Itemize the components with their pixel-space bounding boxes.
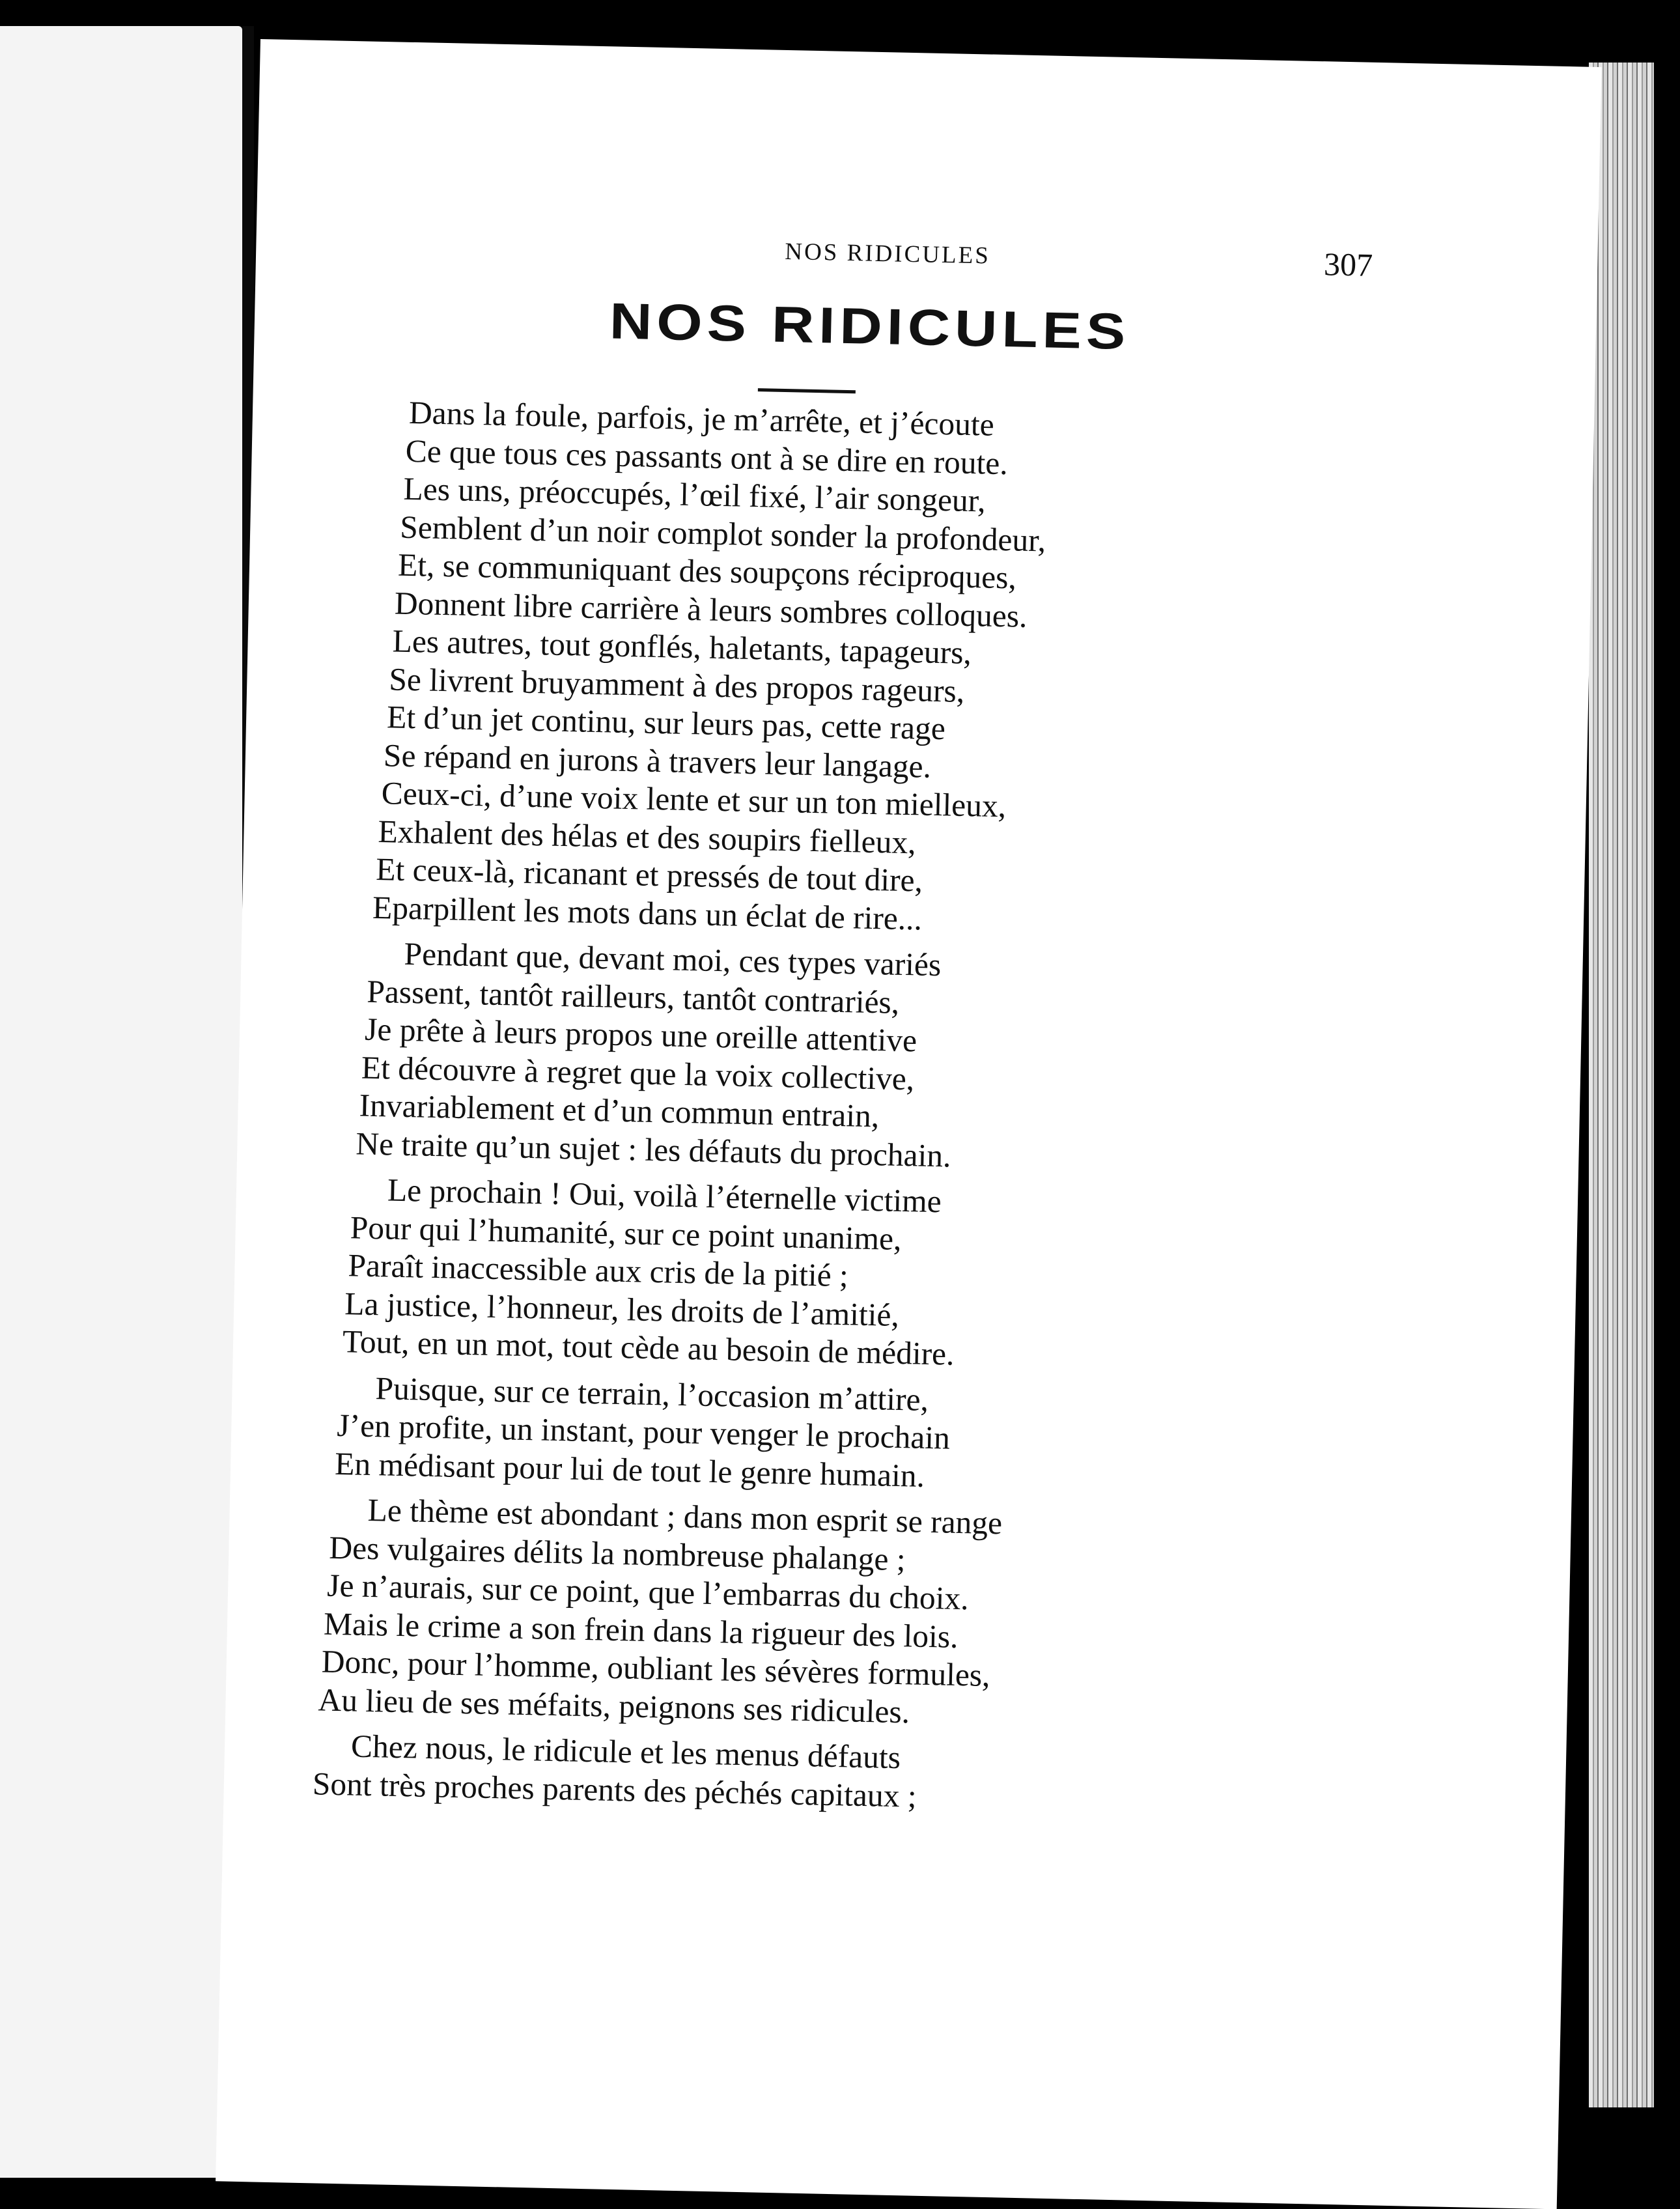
poem-line: Pour qui l’humanité, sur ce point unanime, — [350, 1209, 903, 1257]
poem-line: Se répand en jurons à travers leur langage. — [383, 737, 932, 785]
poem-line: Dans la foule, parfois, je m’arrête, et j’écoute — [408, 394, 995, 443]
page-number: 307 — [1323, 246, 1373, 283]
poem-line: Des vulgaires délits la nombreuse phalange ; — [328, 1529, 906, 1577]
stanza — [372, 393, 1366, 947]
poem-line: Les autres, tout gonflés, haletants, tapageurs, — [392, 623, 972, 671]
poem-line: Pendant que, devant moi, ces types variés — [404, 935, 942, 983]
poem-line: Ce que tous ces passants ont à se dire en route. — [405, 432, 1009, 481]
poem-body — [312, 393, 1366, 1832]
poem-title: NOS RIDICULES — [609, 292, 1131, 361]
stanza — [355, 935, 1355, 1183]
poem-line: Passent, tantôt railleurs, tantôt contrariés, — [366, 973, 900, 1020]
poem-line: Je prête à leurs propos une oreille attentive — [364, 1011, 917, 1059]
poem-line: Au lieu de ses méfaits, peignons ses ridicules. — [318, 1681, 910, 1730]
running-head: NOS RIDICULES — [784, 238, 991, 270]
poem-line: Semblent d’un noir complot sonder la profondeur, — [399, 509, 1046, 558]
poem-line: Donc, pour l’homme, oubliant les sévères formules, — [321, 1643, 991, 1694]
poem-line: Chez nous, le ridicule et les menus défauts — [350, 1728, 901, 1776]
facing-page — [0, 26, 242, 2178]
poem-line: Le thème est abondant ; dans mon esprit se range — [367, 1491, 1003, 1541]
poem-line: Les uns, préoccupés, l’œil fixé, l’air songeur, — [403, 470, 987, 519]
poem-line: Paraît inaccessible aux cris de la pitié ; — [348, 1247, 849, 1294]
poem-line: Le prochain ! Oui, voilà l’éternelle victime — [387, 1172, 942, 1220]
book-page — [216, 39, 1601, 2209]
poem-line: Et ceux-là, ricanant et pressés de tout dire, — [375, 851, 923, 899]
poem-line: Eparpillent les mots dans un éclat de rire... — [372, 889, 923, 937]
poem-line: Mais le crime a son frein dans la rigueur des lois. — [323, 1605, 959, 1655]
poem-line: Et découvre à regret que la voix collective, — [361, 1049, 915, 1097]
stanza — [342, 1171, 1351, 1382]
stanza — [318, 1491, 1343, 1740]
poem-line: Donnent libre carrière à leurs sombres colloques. — [394, 585, 1028, 634]
page-edges — [1589, 63, 1654, 2107]
poem-line: En médisant pour lui de tout le genre humain. — [334, 1445, 925, 1494]
poem-line: Et, se communiquant des soupçons réciproques, — [397, 546, 1017, 596]
poem-line: J’en profite, un instant, pour venger le prochain — [336, 1407, 951, 1456]
poem-line: Se livrent bruyamment à des propos rageurs, — [388, 660, 965, 709]
poem-line: Sont très proches parents des péchés capitaux ; — [312, 1765, 917, 1814]
poem-line: Invariablement et d’un commun entrain, — [359, 1087, 880, 1134]
poem-line: Et d’un jet continu, sur leurs pas, cette rage — [386, 699, 946, 747]
poem-line: Exhalent des hélas et des soupirs fielleux, — [377, 813, 917, 860]
poem-line: Tout, en un mot, tout cède au besoin de médire. — [342, 1323, 955, 1372]
poem-line: Je n’aurais, sur ce point, que l’embarras du choix. — [326, 1567, 970, 1617]
poem-line: Puisque, sur ce terrain, l’occasion m’attire, — [375, 1370, 929, 1418]
stanza — [312, 1728, 1338, 1824]
stanza — [334, 1369, 1346, 1504]
title-rule — [758, 388, 856, 393]
poem-line: Ceux-ci, d’une voix lente et sur un ton mielleux, — [381, 775, 1007, 824]
poem-line: Ne traite qu’un sujet : les défauts du prochain. — [355, 1125, 952, 1174]
poem-line: La justice, l’honneur, les droits de l’amitié, — [344, 1285, 900, 1333]
